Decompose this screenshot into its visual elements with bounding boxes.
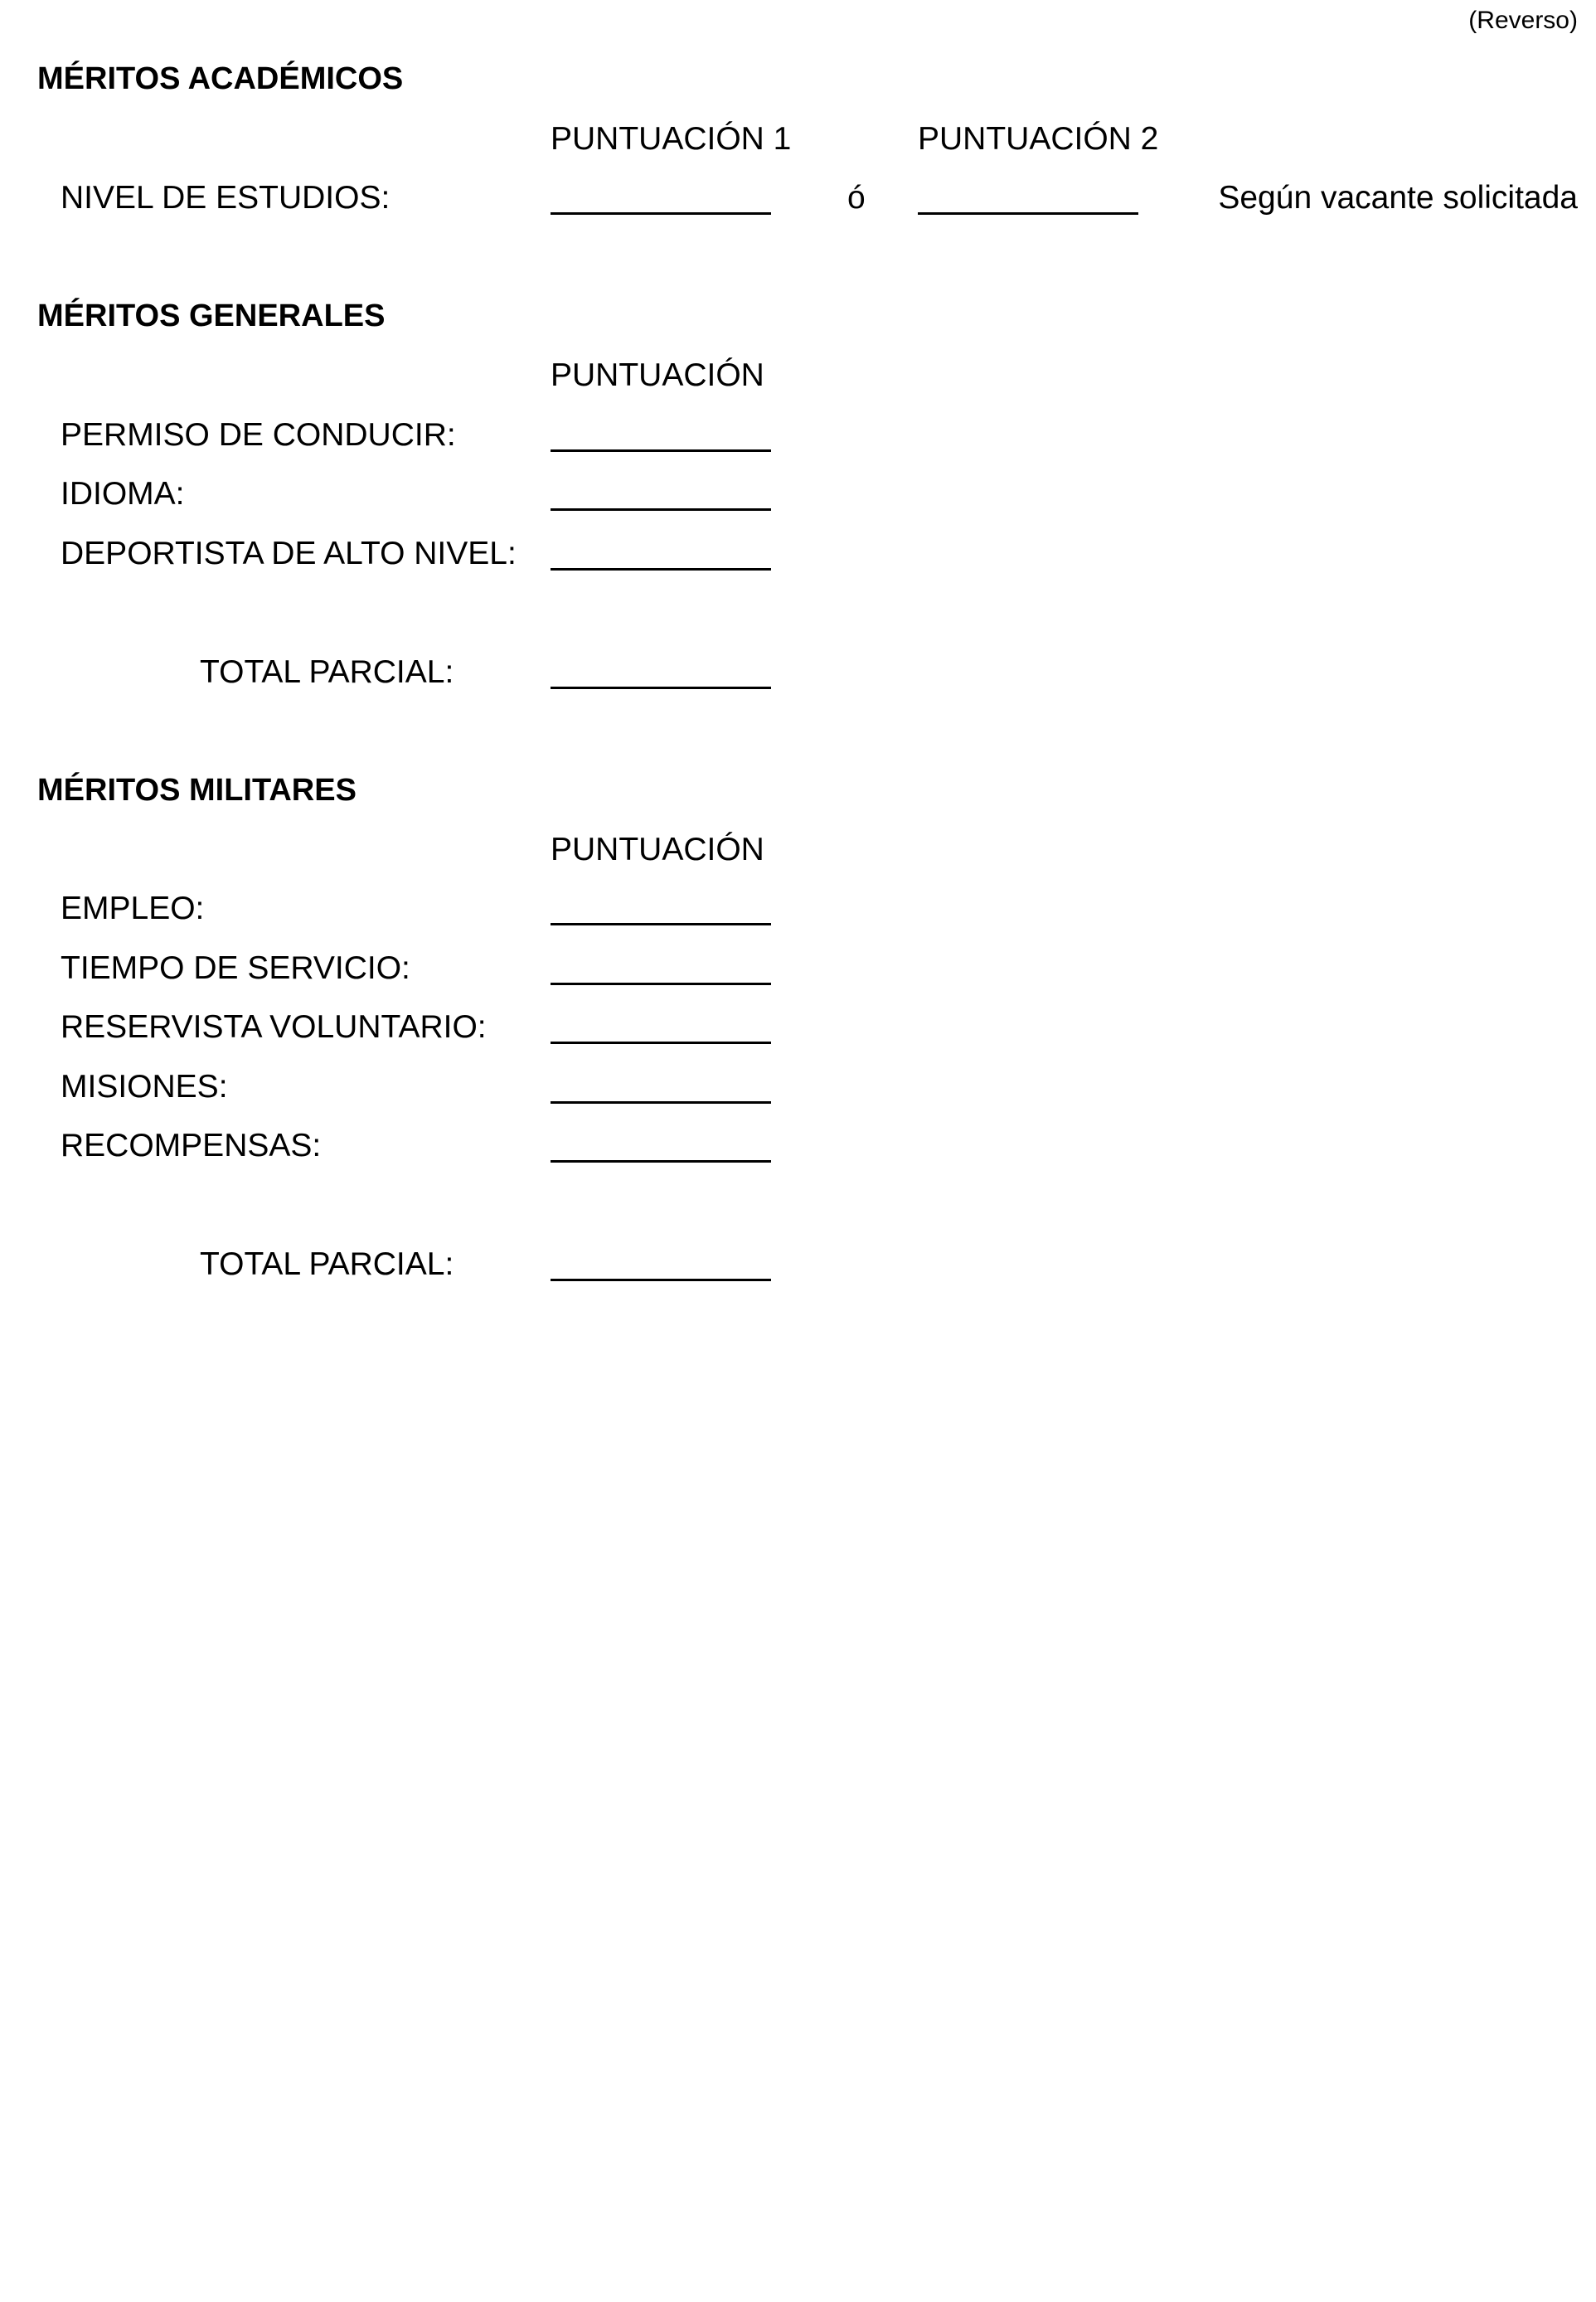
military-heading: MÉRITOS MILITARES bbox=[37, 773, 357, 808]
academic-note: Según vacante solicitada bbox=[1218, 180, 1578, 216]
academic-score1-header: PUNTUACIÓN 1 bbox=[551, 121, 792, 157]
general-row-label: PERMISO DE CONDUCIR: bbox=[61, 417, 456, 453]
academic-score2-header: PUNTUACIÓN 2 bbox=[918, 121, 1159, 157]
academic-separator: ó bbox=[847, 180, 866, 216]
general-row-score-field[interactable] bbox=[551, 449, 771, 452]
general-row-label: DEPORTISTA DE ALTO NIVEL: bbox=[61, 536, 517, 571]
military-total-label: TOTAL PARCIAL: bbox=[200, 1246, 454, 1282]
academic-score2-field[interactable] bbox=[918, 212, 1138, 215]
military-row-label: EMPLEO: bbox=[61, 891, 205, 926]
academic-row-label: NIVEL DE ESTUDIOS: bbox=[61, 180, 391, 216]
military-row-label: RESERVISTA VOLUNTARIO: bbox=[61, 1009, 487, 1045]
military-row-label: TIEMPO DE SERVICIO: bbox=[61, 950, 410, 986]
military-row-score-field[interactable] bbox=[551, 1101, 771, 1104]
general-heading: MÉRITOS GENERALES bbox=[37, 299, 386, 333]
academic-score1-field[interactable] bbox=[551, 212, 771, 215]
military-row-score-field[interactable] bbox=[551, 983, 771, 985]
military-row-score-field[interactable] bbox=[551, 1160, 771, 1163]
military-score-header: PUNTUACIÓN bbox=[551, 832, 764, 867]
general-total-field[interactable] bbox=[551, 687, 771, 689]
military-row-label: MISIONES: bbox=[61, 1069, 228, 1105]
general-row-label: IDIOMA: bbox=[61, 476, 185, 512]
military-total-field[interactable] bbox=[551, 1279, 771, 1281]
general-row-score-field[interactable] bbox=[551, 568, 771, 571]
general-row-score-field[interactable] bbox=[551, 508, 771, 511]
military-row-score-field[interactable] bbox=[551, 1042, 771, 1044]
general-total-label: TOTAL PARCIAL: bbox=[200, 654, 454, 690]
military-row-score-field[interactable] bbox=[551, 923, 771, 925]
military-row-label: RECOMPENSAS: bbox=[61, 1128, 322, 1163]
general-score-header: PUNTUACIÓN bbox=[551, 357, 764, 393]
academic-heading: MÉRITOS ACADÉMICOS bbox=[37, 61, 404, 96]
reverso-note: (Reverso) bbox=[1468, 7, 1578, 34]
